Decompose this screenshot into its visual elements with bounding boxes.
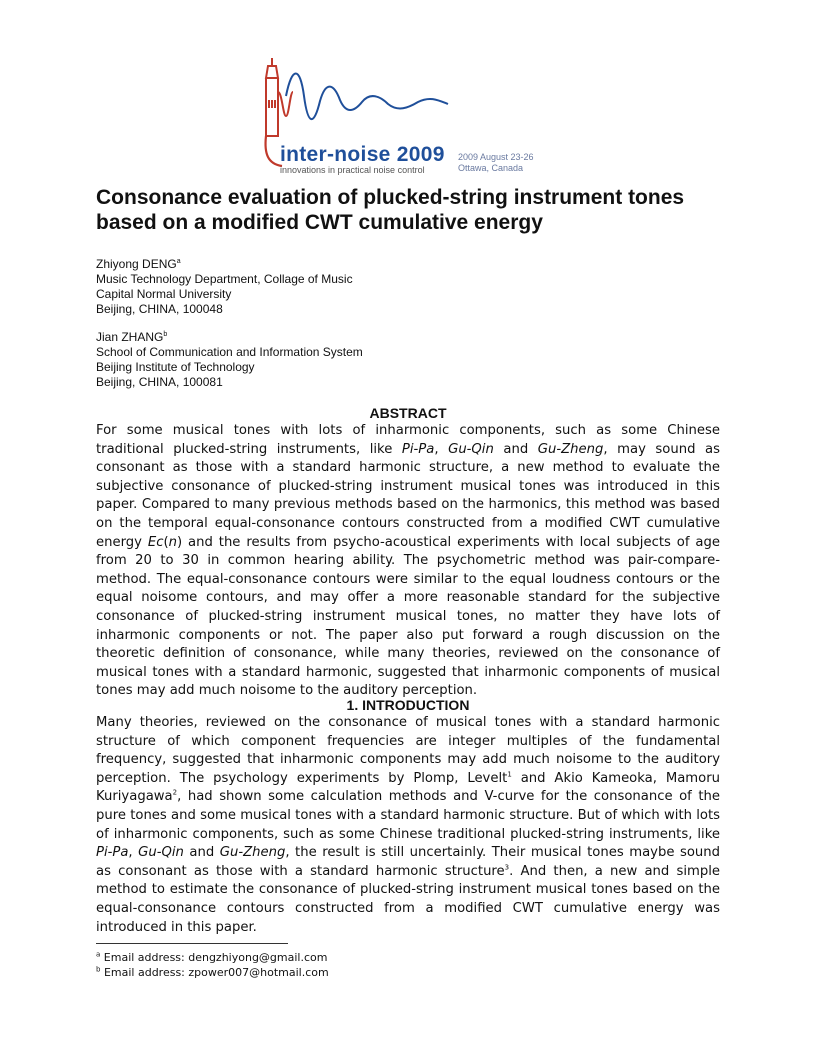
author-name: Zhiyong DENG bbox=[96, 257, 177, 271]
author-affiliation: Beijing, CHINA, 100048 bbox=[96, 302, 223, 316]
text-run: , the result is still uncertainly. Their musical tones maybe sound as consonant as those with a standard harmonic structure bbox=[96, 845, 720, 879]
text-run: , bbox=[434, 441, 449, 457]
sound-wave-icon bbox=[286, 74, 448, 120]
math-symbol: Ec bbox=[147, 534, 164, 550]
instrument-name: Gu-Zheng bbox=[219, 845, 286, 861]
instrument-name: Gu-Qin bbox=[448, 441, 494, 457]
text-run: For some musical tones with lots of inharmonic components, such as some Chinese traditional plucked-string instruments, like bbox=[96, 423, 720, 457]
logo-tagline: innovations in practical noise control bbox=[280, 165, 425, 175]
text-run: ( bbox=[163, 534, 169, 550]
footnote-mark: a bbox=[96, 950, 101, 959]
text-run: , bbox=[128, 845, 139, 861]
author-name: Jian ZHANG bbox=[96, 330, 164, 344]
author-name-line bbox=[96, 257, 353, 272]
text-run: ) and the results from psycho-acoustical experiments with local subjects of age from 20 to 30 in common hearing ability. The psychometric method was pair-compare-method. The equal-consonance contours were similar to the equal loudness contours or the equal noisome contours, and may offer a more reasonable standard for the subjective consonance of plucked-string instrument musical tones, no matter they have lots of inharmonic components or not. The paper also put forward a rough discussion on the theoretic definition of consonance, while many theories, reviewed on the consonance of musical tones with a standard harmonic, suggested that inharmonic components of musical tones may add much noisome to the auditory perception. bbox=[96, 534, 720, 699]
author-mark: b bbox=[163, 331, 168, 338]
intro-heading: 1. INTRODUCTION bbox=[346, 697, 470, 713]
text-run: Many theories, reviewed on the consonance of musical tones with a standard harmonic structure of which component frequencies are integer multiples of the fundamental frequency, suggested that inharmonic components may add much noisome to the auditory perception. The psychology experiments by Plomp, Levelt bbox=[96, 715, 720, 786]
footnote-divider bbox=[96, 943, 288, 944]
text-run: and bbox=[183, 845, 220, 861]
conference-logo bbox=[258, 56, 558, 178]
author-block-2 bbox=[96, 330, 363, 390]
author-affiliation: Capital Normal University bbox=[96, 287, 232, 301]
math-symbol: n bbox=[168, 534, 177, 550]
author-affiliation: Beijing, CHINA, 100081 bbox=[96, 375, 223, 389]
author-block-1 bbox=[96, 257, 353, 317]
text-run: and bbox=[493, 441, 538, 457]
text-run: , had shown some calculation methods and V-curve for the consonance of the pure tones and some musical tones with a standard harmonic structure. But of which with lots of inharmonic components, such as some Chinese traditional plucked-string instruments, like bbox=[96, 789, 720, 842]
author-affiliation: School of Communication and Information System bbox=[96, 345, 363, 359]
logo-name: inter-noise 2009 bbox=[280, 143, 445, 166]
instrument-name: Gu-Qin bbox=[138, 845, 184, 861]
footnote-mark: b bbox=[96, 965, 101, 974]
citation: 2 bbox=[172, 788, 178, 797]
conference-date: 2009 August 23-26 bbox=[458, 152, 534, 162]
footnote-b bbox=[96, 966, 329, 980]
abstract-paragraph bbox=[96, 422, 720, 701]
footnote-email: Email address: dengzhiyong@gmail.com bbox=[100, 951, 328, 964]
author-mark: a bbox=[176, 258, 181, 265]
text-run: and Akio Kameoka, Mamoru Kuriyagawa bbox=[96, 770, 720, 805]
instrument-name: Pi-Pa bbox=[401, 441, 435, 457]
citation: 3 bbox=[504, 863, 510, 872]
citation: 1 bbox=[507, 770, 512, 779]
instrument-name: Pi-Pa bbox=[96, 845, 129, 861]
instrument-name: Gu-Zheng bbox=[537, 441, 604, 457]
author-name-line bbox=[96, 330, 363, 345]
text-run: , may sound as consonant as those with a standard harmonic structure, a new method to evaluate the subjective consonance of plucked-string instrument musical tones was introduced in this paper. Compared to many previous methods based on the harmonics, this method was based on the temporal equal-consonance contours constructed from a modified CWT cumulative energy bbox=[96, 441, 720, 550]
author-affiliation: Beijing Institute of Technology bbox=[96, 360, 255, 374]
author-affiliation: Music Technology Department, Collage of Music bbox=[96, 272, 353, 286]
conference-location: Ottawa, Canada bbox=[458, 163, 524, 173]
paper-title: Consonance evaluation of plucked-string instrument tones based on a modified CWT cumulative energy bbox=[96, 186, 685, 234]
text-run: . And then, a new and simple method to estimate the consonance of plucked-string instrument musical tones based on the equal-consonance contours constructed from a modified CWT cumulative energy was introduced in this paper. bbox=[96, 863, 720, 935]
intro-paragraph bbox=[96, 714, 720, 937]
conference-date-location bbox=[458, 152, 534, 174]
footnote-email: Email address: zpower007@hotmail.com bbox=[100, 966, 329, 979]
abstract-heading: ABSTRACT bbox=[369, 405, 447, 421]
footnote-a bbox=[96, 951, 327, 965]
